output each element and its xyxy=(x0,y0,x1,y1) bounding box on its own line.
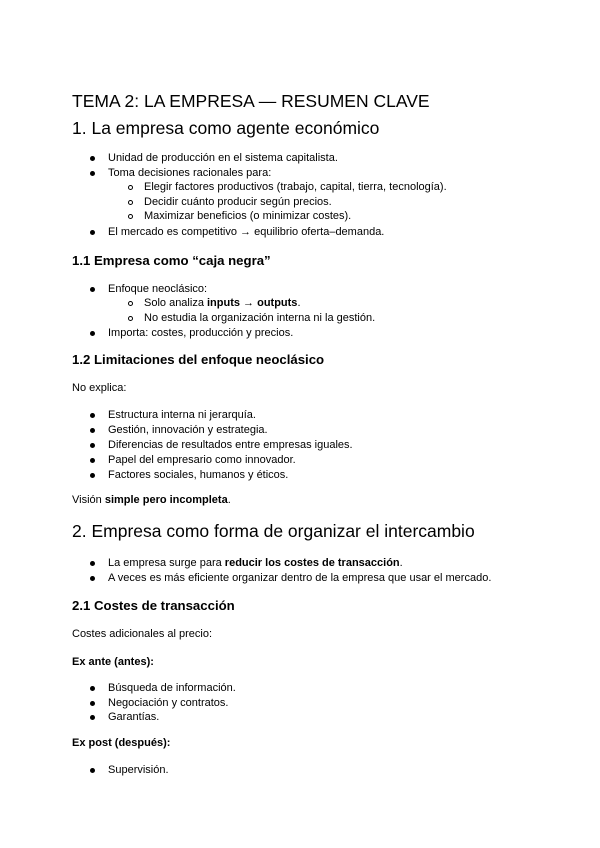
bullet-icon xyxy=(90,428,95,433)
bullet-icon xyxy=(90,331,95,336)
bullet-icon xyxy=(90,443,95,448)
bullet-icon xyxy=(90,561,95,566)
list-item: Negociación y contratos. xyxy=(108,697,229,709)
bullet-icon xyxy=(90,686,95,691)
sub-list-item: Maximizar beneficios (o minimizar costes). xyxy=(144,210,352,222)
list-item: Diferencias de resultados entre empresas iguales. xyxy=(108,439,353,451)
bullet-icon xyxy=(90,287,95,292)
sub-bullet-icon xyxy=(128,316,133,321)
ex-ante-label: Ex ante (antes): xyxy=(72,656,154,668)
list-item: Búsqueda de información. xyxy=(108,682,236,694)
sub-list-item: No estudia la organización interna ni la gestión. xyxy=(144,312,376,324)
document-title: TEMA 2: LA EMPRESA — RESUMEN CLAVE xyxy=(72,91,430,111)
vision-suffix: . xyxy=(227,494,231,506)
sub-list-item xyxy=(144,296,301,310)
bullet-icon xyxy=(90,701,95,706)
bullet-icon xyxy=(90,230,95,235)
bullet-icon xyxy=(90,458,95,463)
list-item: Importa: costes, producción y precios. xyxy=(108,327,294,339)
emphasis-text: simple pero incompleta xyxy=(104,494,228,506)
vision-prefix: Visión xyxy=(72,494,105,506)
intro-text: Costes adicionales al precio: xyxy=(72,628,213,640)
bullet-icon xyxy=(90,473,95,478)
bullet-icon xyxy=(90,576,95,581)
list-item: Unidad de producción en el sistema capitalista. xyxy=(108,152,338,164)
sub-bullet-icon xyxy=(128,185,133,190)
sub-bullet-icon xyxy=(128,214,133,219)
bullet-icon xyxy=(90,768,95,773)
sub-list-item: Decidir cuánto producir según precios. xyxy=(144,196,332,208)
list-item: Enfoque neoclásico: xyxy=(108,283,208,295)
sub-item-text: Solo analiza xyxy=(144,297,207,309)
ex-post-label: Ex post (después): xyxy=(72,737,171,749)
intro-text: No explica: xyxy=(72,382,127,394)
item-text: . xyxy=(399,557,403,569)
bullet-icon xyxy=(90,171,95,176)
section-1-heading: 1. La empresa como agente económico xyxy=(72,118,380,138)
section-1-1-heading: 1.1 Empresa como “caja negra” xyxy=(72,253,271,268)
list-item: Estructura interna ni jerarquía. xyxy=(108,409,256,421)
bullet-icon xyxy=(90,156,95,161)
emphasis-text: inputs → outputs xyxy=(207,297,298,309)
sub-list-item: Elegir factores productivos (trabajo, capital, tierra, tecnología). xyxy=(144,181,447,193)
emphasis-text: reducir los costes de transacción xyxy=(224,557,400,569)
sub-bullet-icon xyxy=(128,200,133,205)
bullet-icon xyxy=(90,715,95,720)
sub-bullet-icon xyxy=(128,301,133,306)
vision-text xyxy=(72,493,231,507)
bullet-icon xyxy=(90,413,95,418)
list-item: Supervisión. xyxy=(108,764,169,776)
section-2-1-heading: 2.1 Costes de transacción xyxy=(72,598,235,613)
section-1-2-heading: 1.2 Limitaciones del enfoque neoclásico xyxy=(72,352,325,367)
sub-item-text: . xyxy=(297,297,301,309)
list-item: Papel del empresario como innovador. xyxy=(108,454,296,466)
list-item: Factores sociales, humanos y éticos. xyxy=(108,469,289,481)
list-item: Gestión, innovación y estrategia. xyxy=(108,424,268,436)
item-text: La empresa surge para xyxy=(108,557,225,569)
section-2-heading: 2. Empresa como forma de organizar el intercambio xyxy=(72,521,475,541)
list-item: El mercado es competitivo → equilibrio oferta–demanda. xyxy=(108,226,385,238)
list-item: Garantías. xyxy=(108,711,160,723)
list-item: A veces es más eficiente organizar dentro de la empresa que usar el mercado. xyxy=(108,572,492,584)
list-item xyxy=(108,556,403,570)
list-item: Toma decisiones racionales para: xyxy=(108,167,272,179)
